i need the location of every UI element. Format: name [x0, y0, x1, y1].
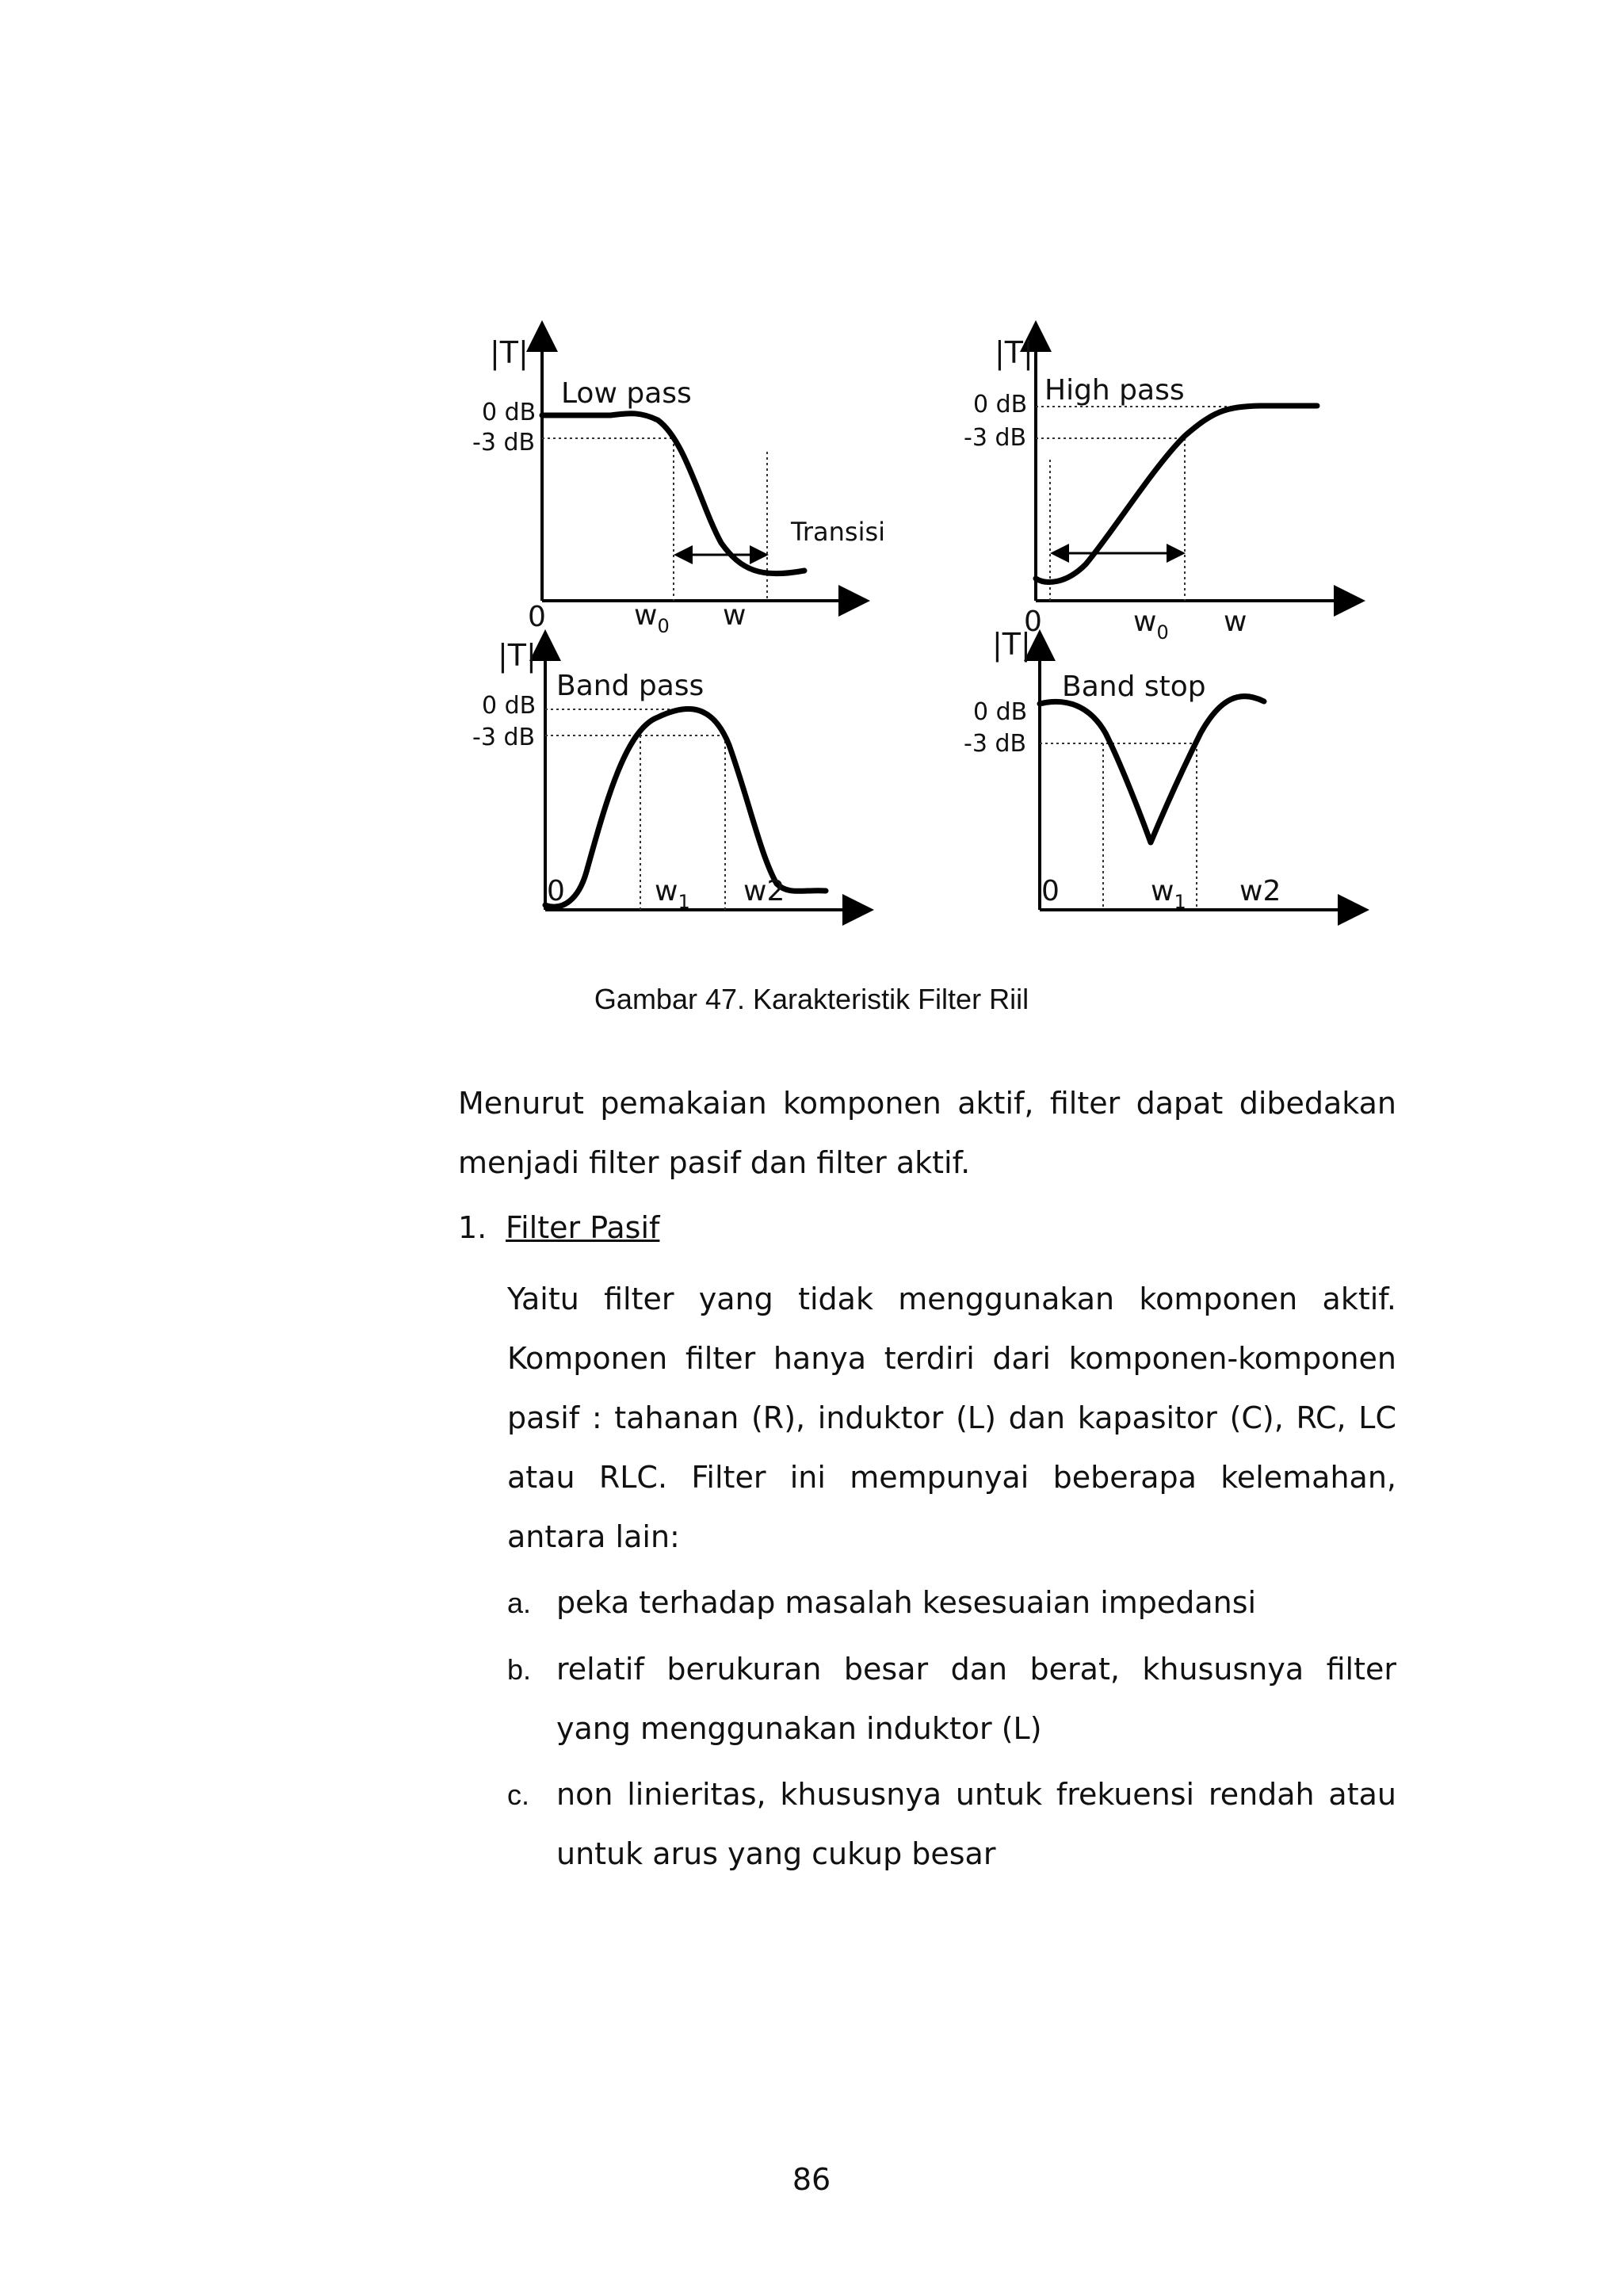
- chart-low-pass: [472, 327, 885, 637]
- tick-minus3db: -3 dB: [472, 429, 536, 457]
- tick-minus3db: -3 dB: [472, 724, 536, 751]
- tick-0db: 0 dB: [482, 692, 537, 720]
- origin-label: 0: [528, 601, 546, 633]
- list-item-letter: a.: [507, 1587, 532, 1619]
- x-tick-w0-sub: 0: [1156, 621, 1169, 644]
- chart-title: Low pass: [561, 377, 692, 410]
- chart-band-pass: [472, 636, 868, 913]
- x-tick-w: w: [723, 599, 747, 632]
- intro-paragraph: Menurut pemakaian komponen aktif, filter dapat dibedakan menjadi filter pasif dan filter aktif.: [458, 1086, 1396, 1180]
- x-tick-w1-base: w: [1151, 875, 1174, 907]
- section-number: 1.: [458, 1210, 487, 1245]
- y-axis-label: |T|: [490, 335, 529, 370]
- list-item: [507, 1573, 1396, 1633]
- band-stop-curve: [1040, 696, 1264, 842]
- chart-title: Band stop: [1062, 670, 1206, 703]
- x-tick-w0: [634, 599, 670, 637]
- x-tick-w0: [1133, 606, 1169, 644]
- list-item: [507, 1640, 1396, 1759]
- y-axis-label: |T|: [995, 335, 1033, 370]
- y-axis-label: |T|: [498, 638, 537, 673]
- transition-label: Transisi: [791, 517, 886, 547]
- origin-label: 0: [1024, 606, 1042, 638]
- chart-high-pass: [964, 327, 1359, 644]
- section-heading: [458, 1198, 659, 1258]
- x-tick-w: w: [1224, 606, 1247, 638]
- x-tick-w2: w2: [743, 875, 785, 907]
- x-tick-w1-sub: 1: [678, 891, 690, 913]
- tick-0db: 0 dB: [482, 399, 537, 426]
- chart-band-stop: [964, 627, 1363, 913]
- chart-title: Band pass: [556, 670, 705, 702]
- chart-title: High pass: [1044, 374, 1185, 407]
- x-tick-w0-base: w: [634, 599, 658, 632]
- tick-minus3db: -3 dB: [964, 730, 1027, 758]
- page-number: 86: [792, 2162, 831, 2197]
- list-item: [507, 1765, 1396, 1884]
- x-tick-w0-base: w: [1133, 606, 1157, 638]
- section-paragraph: Yaitu filter yang tidak menggunakan komponen aktif. Komponen filter hanya terdiri dari komponen-komponen pasif : tahanan (R), induktor (L) dan kapasitor (C), RC, LC atau RLC. Filter ini mempunyai beberapa kelemahan, antara lain:: [507, 1282, 1396, 1554]
- list-item-letter: b.: [507, 1653, 532, 1686]
- tick-minus3db: -3 dB: [964, 424, 1027, 452]
- section-title: Filter Pasif: [506, 1210, 660, 1245]
- tick-0db: 0 dB: [973, 391, 1028, 418]
- x-tick-w1-sub: 1: [1174, 891, 1186, 913]
- y-axis-label: |T|: [992, 627, 1031, 662]
- list-item-letter: c.: [507, 1778, 530, 1811]
- list-item-text: peka terhadap masalah kesesuaian impedansi: [556, 1585, 1257, 1620]
- high-pass-curve: [1036, 406, 1317, 582]
- x-tick-w1: [1151, 875, 1186, 913]
- x-tick-w1: [655, 875, 690, 913]
- figure-caption: Gambar 47. Karakteristik Filter Riil: [594, 983, 1029, 1015]
- x-tick-w1-base: w: [655, 875, 678, 907]
- tick-0db: 0 dB: [973, 698, 1028, 726]
- list-item-text: relatif berukuran besar dan berat, khususnya filter yang menggunakan induktor (L): [556, 1652, 1396, 1746]
- origin-label: 0: [1041, 875, 1060, 907]
- x-tick-w2: w2: [1239, 875, 1281, 907]
- x-tick-w0-sub: 0: [657, 615, 670, 637]
- list-item-text: non linieritas, khususnya untuk frekuensi rendah atau untuk arus yang cukup besar: [556, 1777, 1396, 1871]
- origin-label: 0: [547, 875, 565, 907]
- filter-characteristics-figure: [0, 0, 1623, 983]
